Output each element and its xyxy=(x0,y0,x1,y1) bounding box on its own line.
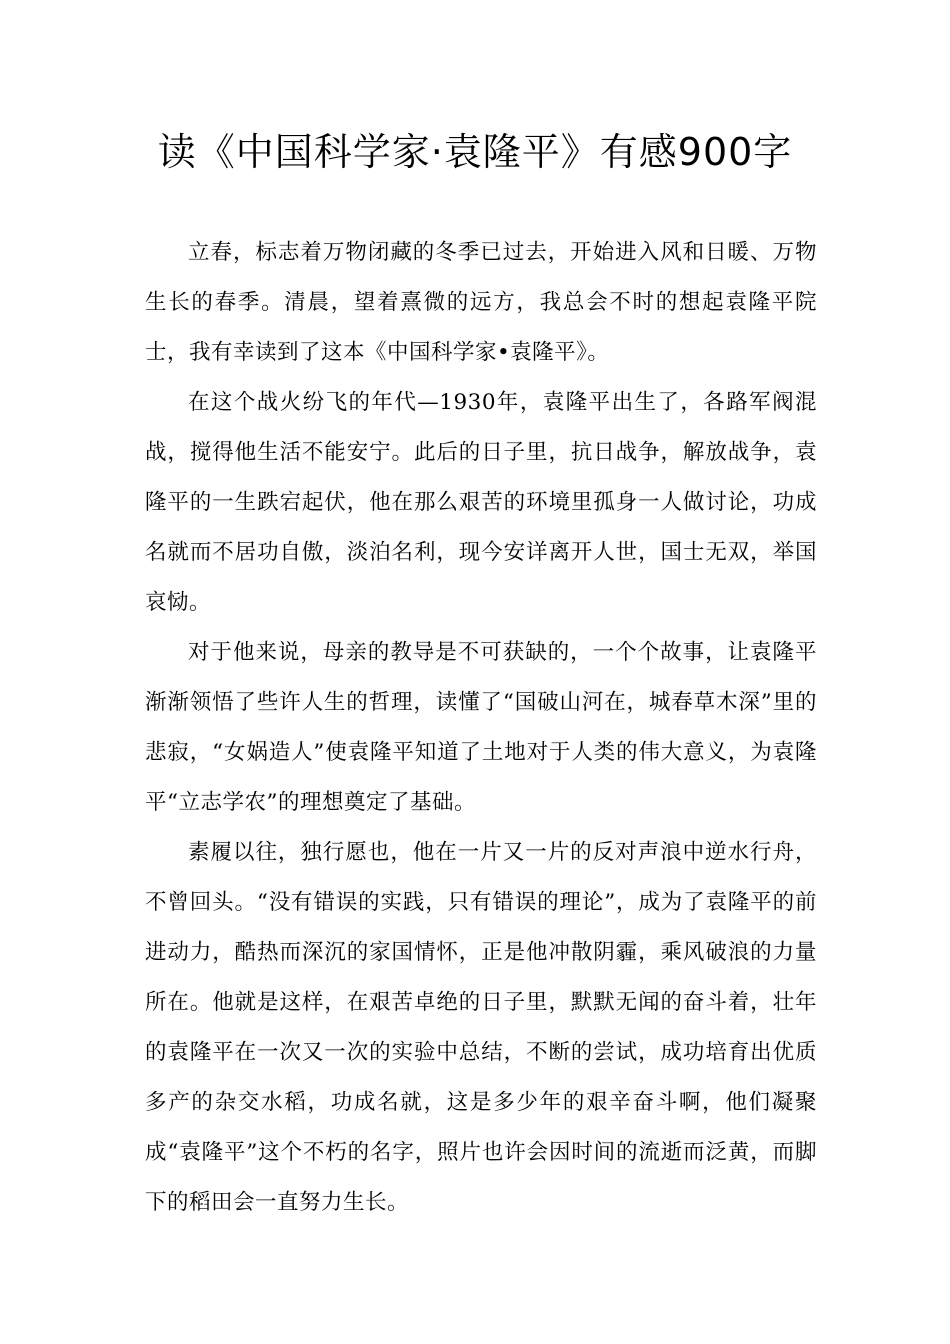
paragraph: 对于他来说，母亲的教导是不可获缺的，一个个故事，让袁隆平渐渐领悟了些许人生的哲理，读懂了“国破山河在，城春草木深”里的悲寂，“女娲造人”使袁隆平知道了土地对于人类的伟大意义，为袁隆平“立志学农”的理想奠定了基础。 xyxy=(145,640,817,815)
paragraph: 立春，标志着万物闭藏的冬季已过去，开始进入风和日暖、万物生长的春季。清晨，望着熹微的远方，我总会不时的想起袁隆平院士，我有幸读到了这本《中国科学家•袁隆平》。 xyxy=(145,240,817,365)
document-body xyxy=(145,228,817,1228)
paragraph: 素履以往，独行愿也，他在一片又一片的反对声浪中逆水行舟，不曾回头。“没有错误的实践，只有错误的理论”，成为了袁隆平的前进动力，酷热而深沉的家国情怀，正是他冲散阴霾，乘风破浪的力量所在。他就是这样，在艰苦卓绝的日子里，默默无闻的奋斗着，壮年的袁隆平在一次又一次的实验中总结，不断的尝试，成功培育出优质多产的杂交水稻，功成名就，这是多少年的艰辛奋斗啊，他们凝聚成“袁隆平”这个不朽的名字，照片也许会因时间的流逝而泛黄，而脚下的稻田会一直努力生长。 xyxy=(145,840,817,1215)
document-title: 读《中国科学家·袁隆平》有感900字 xyxy=(157,130,793,174)
paragraph: 在这个战火纷飞的年代—1930年，袁隆平出生了，各路军阀混战，搅得他生活不能安宁。此后的日子里，抗日战争，解放战争，袁隆平的一生跌宕起伏，他在那么艰苦的环境里孤身一人做讨论，功成名就而不居功自傲，淡泊名利，现今安详离开人世，国士无双，举国哀恸。 xyxy=(145,390,817,615)
